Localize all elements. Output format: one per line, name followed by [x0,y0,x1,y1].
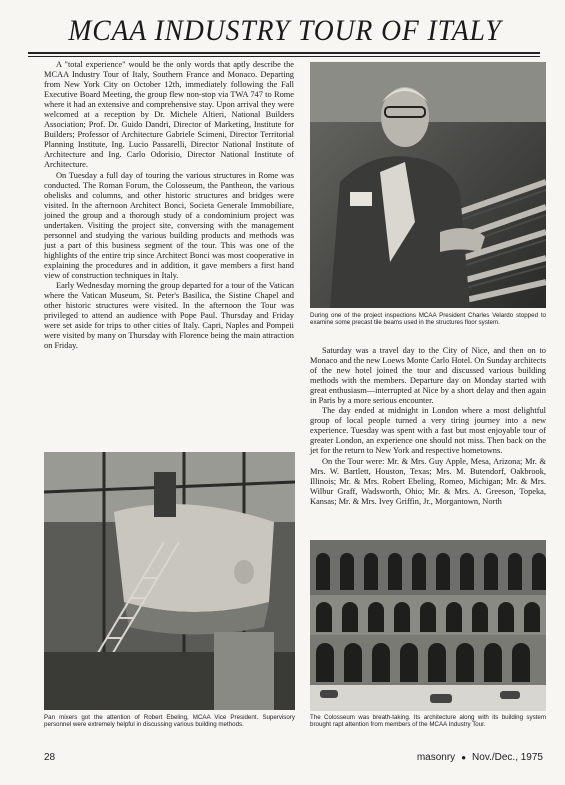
paragraph: On the Tour were: Mr. & Mrs. Guy Apple, Mesa, Arizona; Mr. & Mrs. W. Bartlett, Houston, Texas; Mrs. M. Butendorf, Oakbrook, Illinois; Mr. & Mrs. Robert Ebeling, Romeo, Michigan; Mr. & Mrs. Wilbur Graff, Wadsworth, Ohio; Mr. & Mrs. A. Greeson, Topeka, Kansas; Mr. & Mrs. Ivey Griffin, Jr., Morgantown, North [310,456,546,506]
title-rule [28,52,540,54]
paragraph: A "total experience" would be the only words that aptly describe the MCAA Industry Tour of Italy, Southern France and Monaco. Departing from New York City on October 12th, immediately following the Fall Executive Board Meeting, the group flew non-stop via TWA 747 to Rome where it had an extensive and comprehensive stay. Upon arrival they were welcomed at a reception by Dr. Michele Altieri, National Builders Association; Prof. Dr. Guido Dandri, Director of Marketing, Institute for Builders; Professor of Architecture Gabriele Scimeni, Director Territorial Planning Institute, Ing. Lucio Passarelli, Director National Institute of Architecture and Ing. Carlo Odorisio, Director National Institute of Architecture. [44,60,294,170]
article-title: MCAA INDUSTRY TOUR OF ITALY [68,14,502,47]
bullet-separator: ● [461,753,467,762]
photo-man-inspecting [310,62,546,308]
page-number: 28 [44,752,56,763]
paragraph: On Tuesday a full day of touring the various structures in Rome was conducted. The Roman Forum, the Colosseum, the Pantheon, the various obelisks and columns, and other historic structures and bridges were visited. In the afternoon Architect Bonci, Societa Generale Immobiliare, joined the group and a thorough study of a condominium project was undertaken. Visiting the project site, conversing with the management personnel and studying the various building products and methods was just a part of this business segment of the tour. This was one of the highlights of the entire trip since Architect Bonci was most cooperative in explaining the procedures and in addition, it gave members a first hand view of construction techniques in Italy. [44,170,294,280]
footer-publication [417,752,543,763]
paragraph: Early Wednesday morning the group departed for a tour of the Vatican where the Vatican Museum, St. Peter's Basilica, the Sistine Chapel and other historic structures were visited. In the afternoon the Tour was privileged to attend an audience with Pope Paul. Thursday and Friday were set aside for trips to other cities of Italy. Capri, Naples and Pompeii were visited by many on Thursday with Florence being the main attraction on Friday. [44,281,294,351]
title-rule-thin [28,56,540,57]
caption-man: During one of the project inspections MCAA President Charles Velardo stopped to examine some precast tile beams used in the structures floor system. [310,312,546,327]
issue-date: Nov./Dec., 1975 [472,752,543,763]
publication-name: masonry [416,752,456,763]
caption-mixer: Pan mixers got the attention of Robert Ebeling, MCAA Vice President. Supervisory personnel were extremely helpful in discussing various building methods. [44,714,295,729]
caption-colosseum: The Colosseum was breath-taking. Its architecture along with its building system brought rapt attention from members of the MCAA Industry Tour. [310,714,546,729]
photo-pan-mixer [44,452,295,710]
left-column [44,60,294,351]
photo-colosseum [310,540,546,711]
right-column [310,346,546,507]
paragraph: Saturday was a travel day to the City of Nice, and then on to Monaco and the new Loews Monte Carlo Hotel. On Sunday architects of the new hotel joined the tour and discussed various building methods with the members. Departure day on Monday started with great enthusiasm—interrupted at Nice by a short delay and then again in Paris by a more serious encounter. [310,346,546,406]
paragraph: The day ended at midnight in London where a most delightful group of local people turned a very tiring journey into a new experience. Tuesday was spent with a fast but most enjoyable tour of greater London, an experience one should not miss. Then back on the jet for the return to New York and respective hometowns. [310,406,546,456]
